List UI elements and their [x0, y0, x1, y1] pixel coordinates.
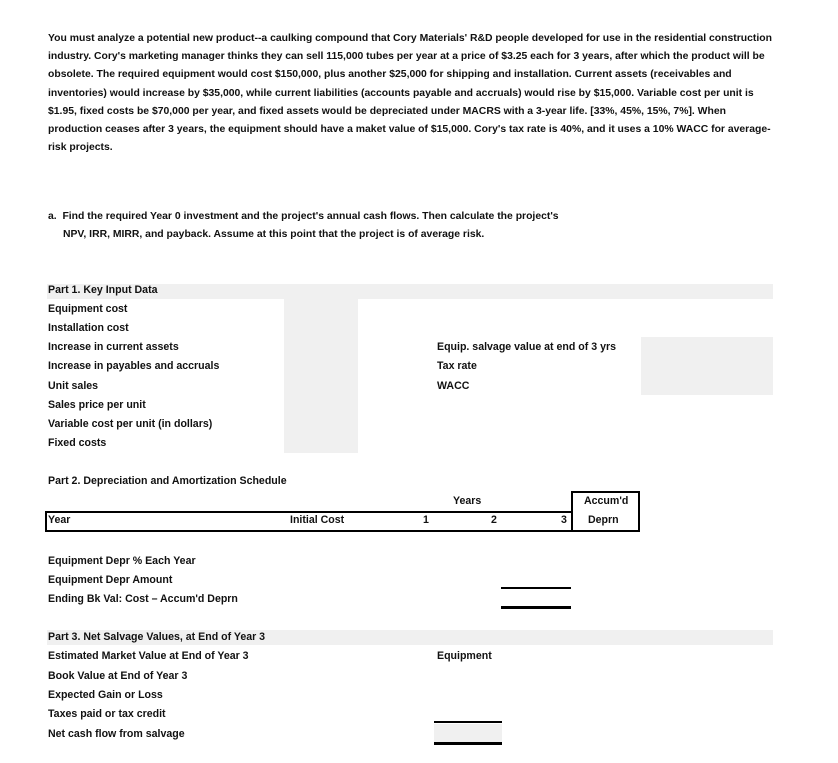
label-increase-payables: Increase in payables and accruals: [48, 360, 220, 372]
part1-right-input-column: [641, 337, 773, 395]
depr-total-rule-top: [501, 587, 571, 589]
part2-title: Part 2. Depreciation and Amortization Schedule: [48, 475, 287, 487]
question-letter: a.: [48, 211, 57, 222]
question-a: [48, 208, 773, 244]
years-label: Years: [453, 495, 482, 507]
question-line-2: NPV, IRR, MIRR, and payback. Assume at this point that the project is of average risk.: [63, 229, 485, 240]
label-increase-current-assets: Increase in current assets: [48, 341, 179, 353]
label-installation-cost: Installation cost: [48, 322, 129, 334]
label-depr-amount: Equipment Depr Amount: [48, 574, 173, 586]
year-2-header: 2: [491, 514, 497, 526]
label-variable-cost: Variable cost per unit (in dollars): [48, 418, 213, 430]
part1-title: Part 1. Key Input Data: [48, 284, 158, 296]
deprn-label: Deprn: [588, 514, 619, 526]
problem-intro: You must analyze a potential new product--a caulking compound that Cory Materials' R&D people developed for use in the residential construction industry. Cory's marketing manager thinks they can sell 115,000 tubes per year at a price of $3.25 each for 3 years, after which the product will be obsolete. The required equipment would cost $150,000, plus another $25,000 for shipping and installation. Current assets (receivables and inventories) would increase by $35,000, while current liabilities (accounts payable and accruals) would rise by $15,000. Variable cost per unit is $1.95, fixed costs be $70,000 per year, and fixed assets would be depreciated under MACRS with a 3-year life. [33%, 45%, 15%, 7%]. When production ceases after 3 years, the equipment should have a maket value of $15,000. Cory's tax rate is 40%, and it uses a 10% WACC for average-risk projects.: [48, 33, 772, 154]
label-book-value-year3: Book Value at End of Year 3: [48, 670, 188, 682]
part3-title: Part 3. Net Salvage Values, at End of Year 3: [48, 631, 266, 643]
label-est-market-value: Estimated Market Value at End of Year 3: [48, 650, 249, 662]
depr-total-rule-bottom: [501, 606, 571, 609]
label-equipment-cost: Equipment cost: [48, 303, 128, 315]
label-gain-or-loss: Expected Gain or Loss: [48, 689, 163, 701]
initial-cost-header: Initial Cost: [290, 514, 345, 526]
equipment-column-label: Equipment: [437, 650, 492, 662]
salvage-total-rule-bottom: [434, 742, 502, 745]
salvage-total-rule-top: [434, 721, 502, 723]
year-1-header: 1: [423, 514, 429, 526]
label-tax-rate: Tax rate: [437, 360, 477, 372]
label-ending-book-value: Ending Bk Val: Cost – Accum'd Deprn: [48, 593, 238, 605]
label-sales-price: Sales price per unit: [48, 399, 146, 411]
label-salvage-value: Equip. salvage value at end of 3 yrs: [437, 341, 616, 353]
label-depr-percent: Equipment Depr % Each Year: [48, 555, 196, 567]
label-wacc: WACC: [437, 380, 470, 392]
label-fixed-costs: Fixed costs: [48, 437, 107, 449]
label-taxes-paid: Taxes paid or tax credit: [48, 708, 166, 720]
year-header-label: Year: [48, 514, 71, 526]
question-line-1: Find the required Year 0 investment and the project's annual cash flows. Then calculate the project's: [62, 211, 559, 222]
accum-label: Accum'd: [584, 495, 629, 507]
label-net-cash-salvage: Net cash flow from salvage: [48, 728, 185, 740]
label-unit-sales: Unit sales: [48, 380, 99, 392]
part1-input-column: [284, 299, 358, 453]
year-3-header: 3: [561, 514, 567, 526]
net-salvage-cell: [434, 724, 502, 742]
